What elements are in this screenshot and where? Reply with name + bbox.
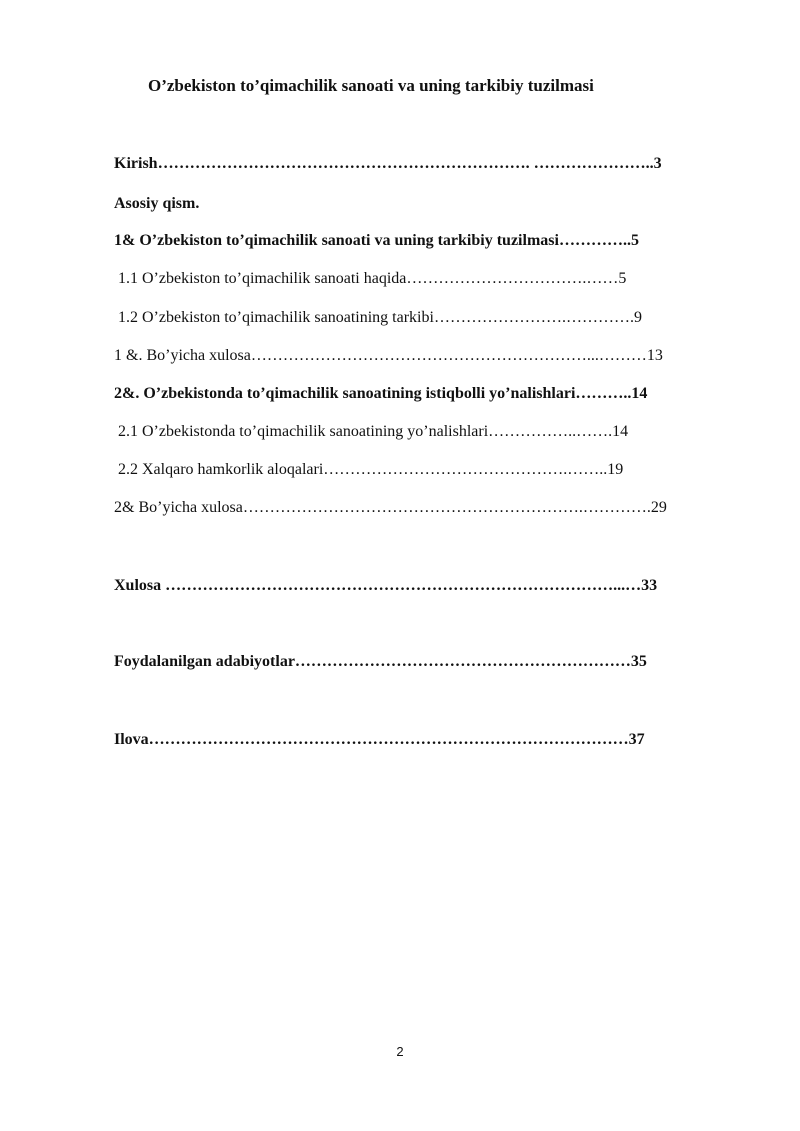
toc-entry-xulosa: Xulosa …………………………………………………………………………...…33 (114, 577, 658, 594)
page-title: O’zbekiston to’qimachilik sanoati va uning tarkibiy tuzilmasi (148, 76, 594, 95)
toc-entry-section-2-2: 2.2 Xalqaro hamkorlik aloqalari……………………………………….……..19 (118, 461, 624, 478)
toc-entry-adabiyotlar: Foydalanilgan adabiyotlar………………………………………………………35 (114, 653, 647, 670)
toc-heading-asosiy: Asosiy qism. (114, 195, 200, 212)
toc-entry-section-1-1: 1.1 O’zbekiston to’qimachilik sanoati haqida…………………………….……5 (118, 270, 627, 287)
toc-entry-section-2-1: 2.1 O’zbekistonda to’qimachilik sanoatining yo’nalishlari……………..…….14 (118, 423, 629, 440)
toc-entry-summary-1: 1 &. Bo’yicha xulosa………………………………………………………...………13 (114, 347, 663, 364)
toc-entry-kirish: Kirish……………………………………………………………. …………………..3 (114, 155, 662, 172)
toc-entry-chapter-1: 1& O’zbekiston to’qimachilik sanoati va uning tarkibiy tuzilmasi…………..5 (114, 232, 639, 249)
toc-entry-summary-2: 2& Bo’yicha xulosa……………………………………………………….………….29 (114, 499, 667, 516)
page-number: 2 (396, 1044, 404, 1059)
toc-entry-ilova: Ilova………………………………………………………………………………37 (114, 731, 645, 748)
toc-entry-chapter-2: 2&. O’zbekistonda to’qimachilik sanoatining istiqbolli yo’nalishlari………..14 (114, 385, 648, 402)
toc-entry-section-1-2: 1.2 O’zbekiston to’qimachilik sanoatining tarkibi…………………….………….9 (118, 309, 642, 326)
